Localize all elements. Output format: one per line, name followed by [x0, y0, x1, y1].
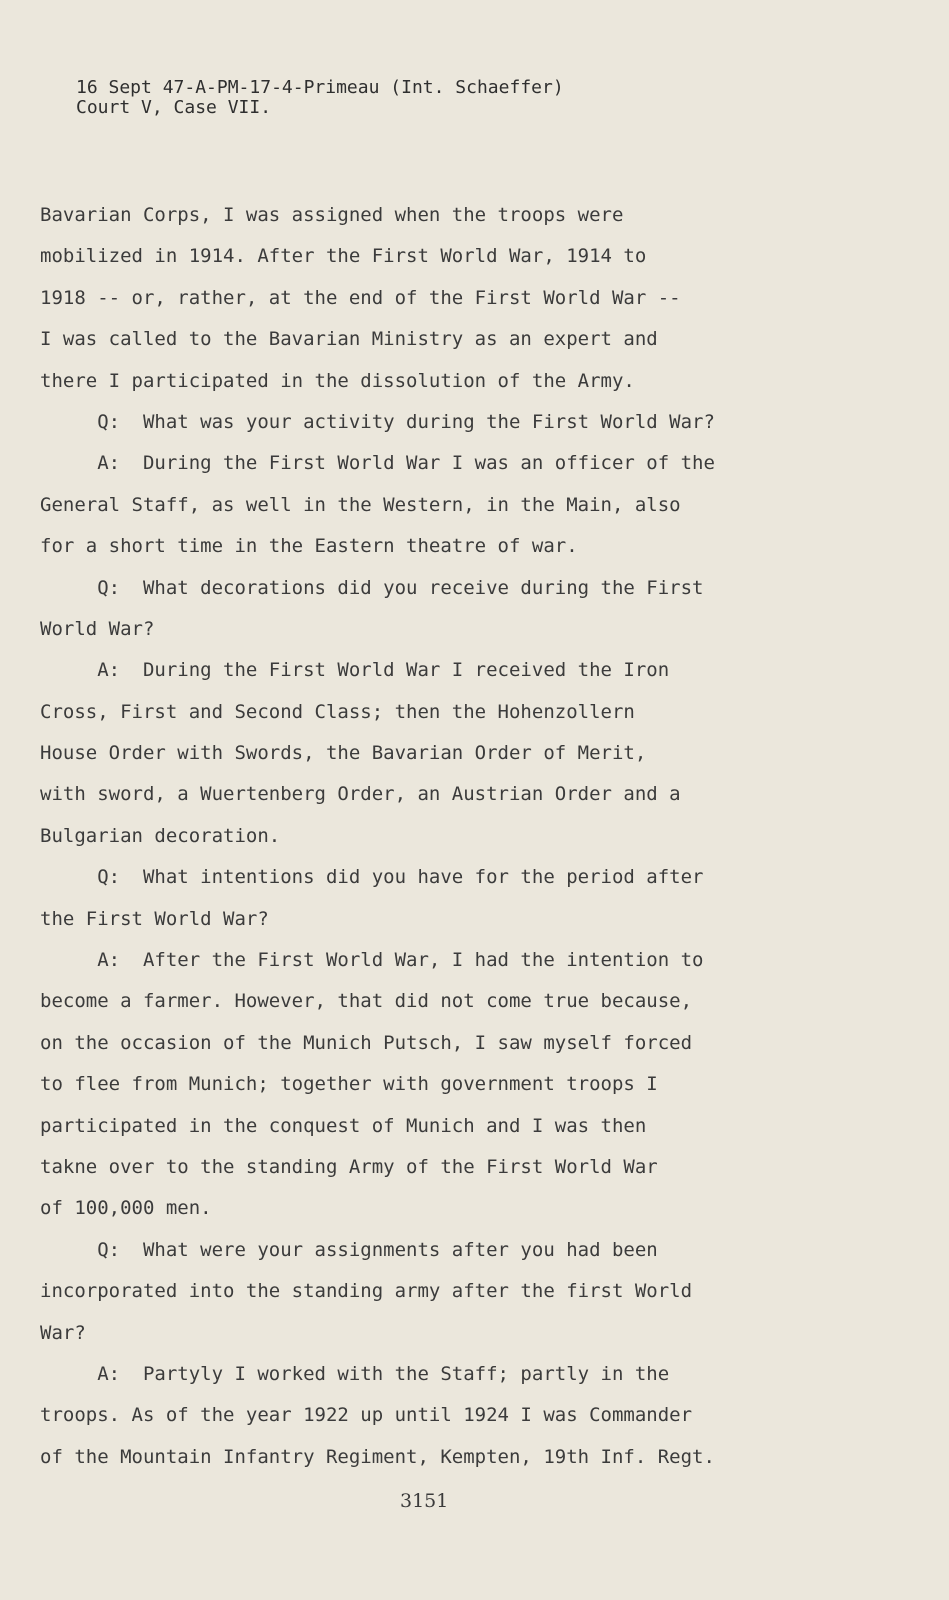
transcript-line: of 100,000 men. [40, 1197, 212, 1220]
transcript-line: A: During the First World War I was an officer of the [40, 452, 715, 475]
header-line-2: Court V, Case VII. [76, 97, 272, 118]
transcript-line: A: Partyly I worked with the Staff; partly in the [40, 1362, 670, 1385]
page-number: 3151 [400, 1490, 449, 1512]
transcript-line: takne over to the standing Army of the First World War [40, 1155, 658, 1178]
transcript-line: Bulgarian decoration. [40, 824, 281, 847]
transcript-line: World War? [40, 617, 155, 640]
transcript-line: on the occasion of the Munich Putsch, I saw myself forced [40, 1031, 693, 1054]
transcript-line: A: After the First World War, I had the intention to [40, 949, 704, 972]
transcript-line: Q: What was your activity during the First World War? [40, 410, 715, 433]
transcript-line: incorporated into the standing army after the first World [40, 1280, 693, 1303]
document-header [76, 78, 564, 118]
transcript-line: Q: What were your assignments after you had been [40, 1238, 658, 1261]
transcript-line: participated in the conquest of Munich and I was then [40, 1114, 647, 1137]
transcript-line: 1918 -- or, rather, at the end of the First World War -- [40, 286, 681, 309]
transcript-line: Cross, First and Second Class; then the Hohenzollern [40, 700, 635, 723]
transcript-line: I was called to the Bavarian Ministry as an expert and [40, 328, 658, 351]
transcript-line: House Order with Swords, the Bavarian Order of Merit, [40, 742, 647, 765]
transcript-line: with sword, a Wuertenberg Order, an Austrian Order and a [40, 783, 681, 806]
transcript-line: the First World War? [40, 907, 269, 930]
transcript-line: War? [40, 1321, 86, 1344]
transcript-line: become a farmer. However, that did not come true because, [40, 990, 693, 1013]
transcript-line: Bavarian Corps, I was assigned when the troops were [40, 204, 624, 226]
transcript-body [40, 195, 920, 1478]
header-line-1: 16 Sept 47-A-PM-17-4-Primeau (Int. Schaeffer) [76, 77, 564, 98]
transcript-line: of the Mountain Infantry Regiment, Kempten, 19th Inf. Regt. [40, 1445, 715, 1468]
transcript-line: Q: What decorations did you receive during the First [40, 576, 704, 599]
transcript-line: there I participated in the dissolution of the Army. [40, 369, 635, 392]
transcript-line: Q: What intentions did you have for the period after [40, 866, 704, 889]
transcript-line: for a short time in the Eastern theatre of war. [40, 535, 578, 558]
transcript-line: troops. As of the year 1922 up until 1924 I was Commander [40, 1404, 693, 1427]
transcript-line: A: During the First World War I received the Iron [40, 659, 670, 682]
transcript-line: General Staff, as well in the Western, in the Main, also [40, 493, 681, 516]
transcript-line: mobilized in 1914. After the First World War, 1914 to [40, 245, 647, 268]
transcript-line: to flee from Munich; together with government troops I [40, 1073, 658, 1096]
